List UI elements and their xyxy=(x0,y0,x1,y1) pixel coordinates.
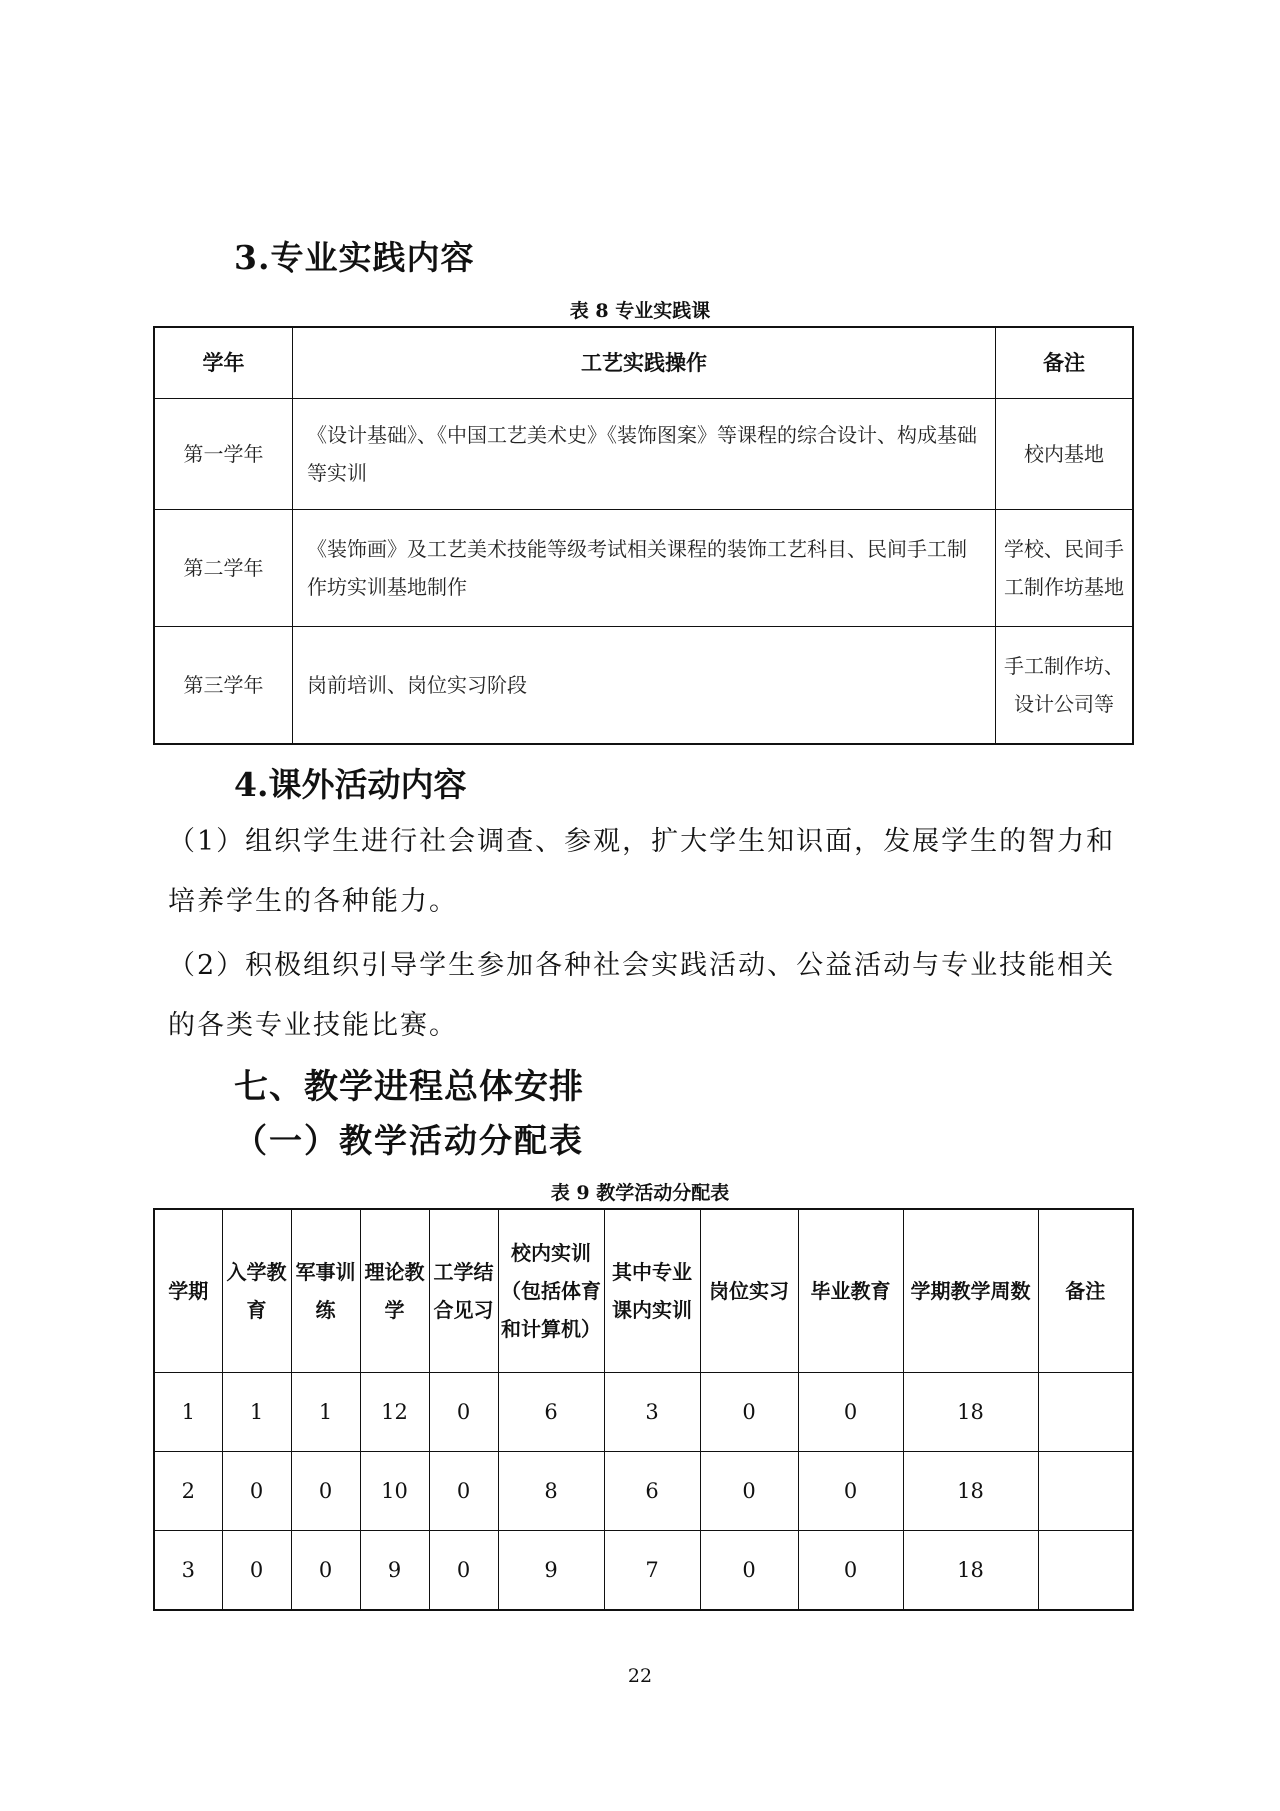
section-3-heading: 3.专业实践内容 xyxy=(234,238,475,277)
table-cell: 18 xyxy=(903,1452,1038,1531)
table-cell: 0 xyxy=(222,1452,291,1531)
table-cell: 0 xyxy=(700,1373,798,1452)
year-cell: 第一学年 xyxy=(154,399,293,510)
header-cell-graduation-education: 毕业教育 xyxy=(798,1209,903,1373)
header-cell-major-course-training: 其中专业课内实训 xyxy=(604,1209,700,1373)
table-row xyxy=(154,1531,1133,1611)
header-cell-internship: 岗位实习 xyxy=(700,1209,798,1373)
table-cell: 1 xyxy=(154,1373,222,1452)
header-cell-orientation: 入学教育 xyxy=(222,1209,291,1373)
table-cell: 0 xyxy=(700,1452,798,1531)
table-cell: 0 xyxy=(291,1531,360,1611)
table-cell: 3 xyxy=(154,1531,222,1611)
table-cell: 0 xyxy=(429,1452,498,1531)
year-cell: 第二学年 xyxy=(154,510,293,627)
table-cell: 8 xyxy=(498,1452,604,1531)
paragraph: （1）组织学生进行社会调查、参观，扩大学生知识面，发展学生的智力和培养学生的各种能力。 xyxy=(168,826,1116,917)
table-cell: 10 xyxy=(360,1452,429,1531)
year-cell: 第三学年 xyxy=(154,627,293,744)
note-cell: 学校、民间手工制作坊基地 xyxy=(996,510,1134,627)
table-cell xyxy=(1038,1373,1133,1452)
table-cell: 0 xyxy=(798,1452,903,1531)
table-cell: 0 xyxy=(429,1373,498,1452)
table-cell: 1 xyxy=(222,1373,291,1452)
note-cell: 手工制作坊、设计公司等 xyxy=(996,627,1134,744)
table-cell: 6 xyxy=(604,1452,700,1531)
header-cell-work-study: 工学结合见习 xyxy=(429,1209,498,1373)
teaching-activity-table xyxy=(153,1208,1134,1611)
table-header-row xyxy=(154,327,1133,399)
table-cell: 2 xyxy=(154,1452,222,1531)
table-cell: 6 xyxy=(498,1373,604,1452)
table-cell: 0 xyxy=(700,1531,798,1611)
header-cell-campus-training: 校内实训（包括体育和计算机） xyxy=(498,1209,604,1373)
content-cell: 岗前培训、岗位实习阶段 xyxy=(293,627,996,744)
table-row xyxy=(154,1452,1133,1531)
table-cell: 1 xyxy=(291,1373,360,1452)
table-row xyxy=(154,1373,1133,1452)
header-cell-weeks: 学期教学周数 xyxy=(903,1209,1038,1373)
table-cell: 9 xyxy=(360,1531,429,1611)
header-cell-note: 备注 xyxy=(996,327,1134,399)
header-cell-operation: 工艺实践操作 xyxy=(293,327,996,399)
header-cell-year: 学年 xyxy=(154,327,293,399)
page-number: 22 xyxy=(627,1665,653,1687)
note-cell: 校内基地 xyxy=(996,399,1134,510)
table-cell: 0 xyxy=(798,1373,903,1452)
section-7-heading: 七、教学进程总体安排 xyxy=(234,1067,584,1107)
table-cell: 3 xyxy=(604,1373,700,1452)
table-8-caption: 表 8 专业实践课 xyxy=(569,300,711,322)
header-cell-military-training: 军事训练 xyxy=(291,1209,360,1373)
table-cell: 0 xyxy=(798,1531,903,1611)
table-cell: 18 xyxy=(903,1373,1038,1452)
content-cell: 《设计基础》、《中国工艺美术史》《装饰图案》等课程的综合设计、构成基础等实训 xyxy=(293,399,996,510)
table-cell xyxy=(1038,1531,1133,1611)
subsection-heading: （一）教学活动分配表 xyxy=(234,1121,584,1160)
section-4-heading: 4.课外活动内容 xyxy=(234,765,467,804)
table-row xyxy=(154,399,1133,510)
table-cell: 0 xyxy=(222,1531,291,1611)
table-header-row xyxy=(154,1209,1133,1373)
table-cell xyxy=(1038,1452,1133,1531)
header-cell-note: 备注 xyxy=(1038,1209,1133,1373)
header-cell-theory-teaching: 理论教学 xyxy=(360,1209,429,1373)
table-cell: 0 xyxy=(291,1452,360,1531)
table-cell: 18 xyxy=(903,1531,1038,1611)
content-cell: 《装饰画》及工艺美术技能等级考试相关课程的装饰工艺科目、民间手工制作坊实训基地制作 xyxy=(293,510,996,627)
table-row xyxy=(154,627,1133,744)
table-cell: 0 xyxy=(429,1531,498,1611)
practice-course-table xyxy=(153,326,1134,745)
table-9-caption: 表 9 教学活动分配表 xyxy=(550,1182,730,1204)
header-cell-semester: 学期 xyxy=(154,1209,222,1373)
table-row xyxy=(154,510,1133,627)
table-cell: 7 xyxy=(604,1531,700,1611)
paragraph: （2）积极组织引导学生参加各种社会实践活动、公益活动与专业技能相关的各类专业技能比赛。 xyxy=(168,950,1116,1041)
table-cell: 12 xyxy=(360,1373,429,1452)
table-cell: 9 xyxy=(498,1531,604,1611)
